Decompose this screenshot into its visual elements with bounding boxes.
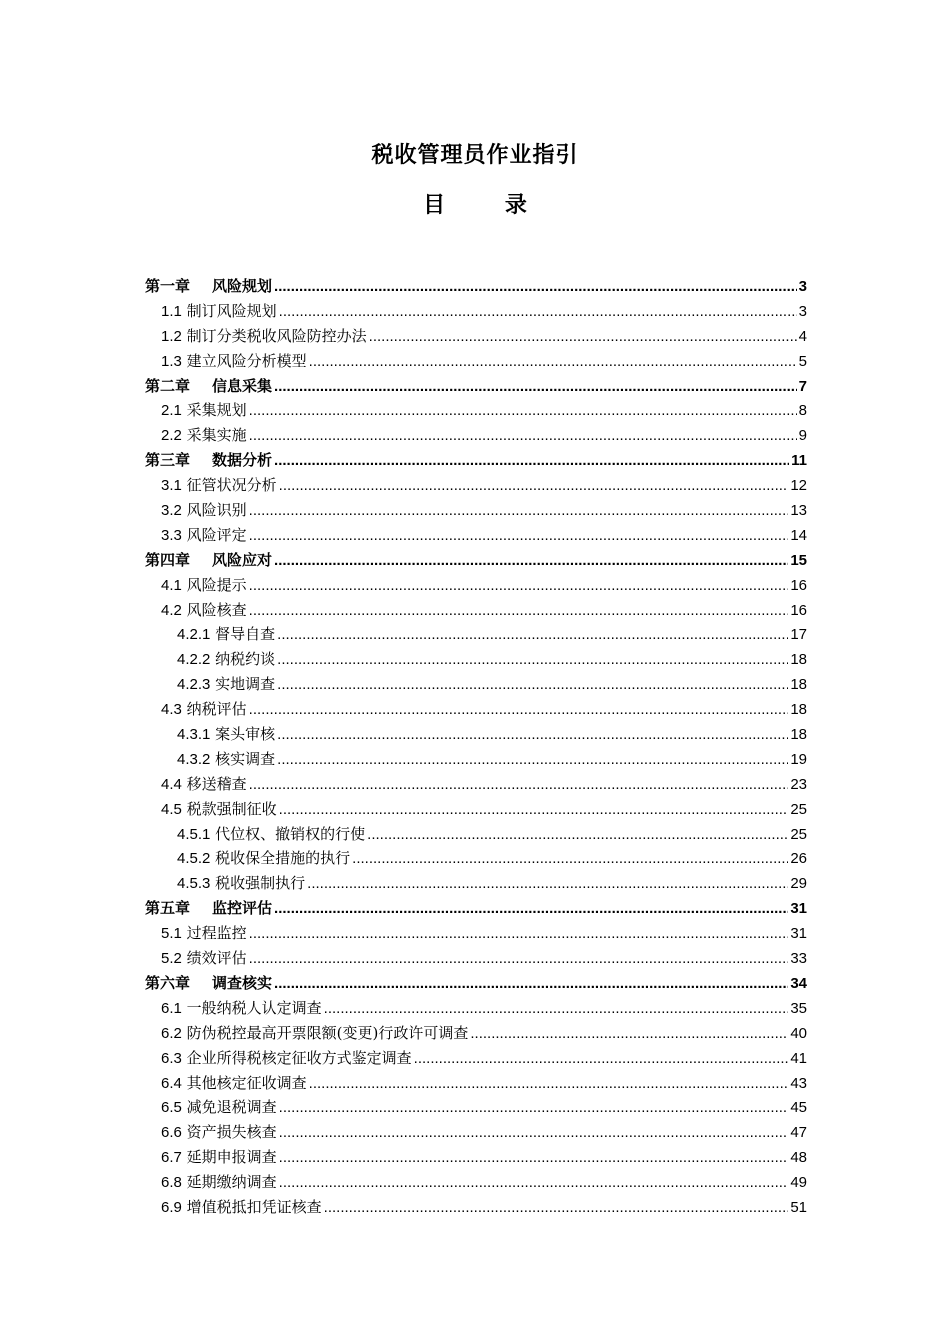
toc-page-number: 16 <box>790 576 807 594</box>
toc-entry-title <box>161 423 247 449</box>
toc-section-entry[interactable] <box>145 647 807 672</box>
toc-section-entry[interactable] <box>145 349 807 374</box>
toc-dot-leader <box>279 1171 789 1196</box>
toc-entry-label: 代位权、撤销权的行使 <box>215 824 366 843</box>
toc-chapter-entry[interactable] <box>145 374 807 399</box>
toc-entry-number: 4.5.2 <box>177 850 211 868</box>
toc-page-number: 15 <box>790 551 807 569</box>
toc-entry-title <box>161 349 307 375</box>
toc-section-entry[interactable] <box>145 498 807 523</box>
toc-section-entry[interactable] <box>145 822 807 847</box>
toc-page-number: 33 <box>790 950 807 968</box>
toc-entry-title <box>145 374 272 399</box>
toc-page-number: 14 <box>790 526 807 544</box>
toc-entry-number: 6.9 <box>161 1198 182 1216</box>
toc-page-number: 18 <box>790 651 807 669</box>
toc-entry-title <box>161 1170 277 1196</box>
toc-dot-leader <box>324 997 789 1022</box>
toc-page-number: 3 <box>798 302 807 320</box>
toc-entry-number: 4.2.3 <box>177 676 211 694</box>
toc-section-entry[interactable] <box>145 622 807 647</box>
toc-entry-title <box>161 523 247 549</box>
toc-entry-number: 5.1 <box>161 925 182 943</box>
toc-section-entry[interactable] <box>145 1046 807 1071</box>
toc-page-number: 9 <box>798 427 807 445</box>
toc-section-entry[interactable] <box>145 1195 807 1220</box>
toc-section-entry[interactable] <box>145 772 807 797</box>
toc-entry-label: 延期缴纳调查 <box>186 1173 277 1192</box>
toc-entry-title <box>161 697 247 723</box>
toc-entry-title <box>177 747 275 773</box>
toc-dot-leader <box>249 773 789 798</box>
toc-chapter-entry[interactable] <box>145 896 807 921</box>
toc-entry-number: 第一章 <box>145 277 191 295</box>
toc-entry-title <box>161 797 277 823</box>
toc-dot-leader <box>274 275 797 300</box>
toc-dot-leader <box>274 972 788 997</box>
toc-page-number: 18 <box>790 701 807 719</box>
toc-chapter-entry[interactable] <box>145 548 807 573</box>
toc-section-entry[interactable] <box>145 1120 807 1145</box>
toc-dot-leader <box>249 599 789 624</box>
toc-entry-label: 征管状况分析 <box>186 476 277 495</box>
toc-entry-label: 案头审核 <box>215 725 276 744</box>
toc-section-entry[interactable] <box>145 747 807 772</box>
toc-dot-leader <box>307 872 788 897</box>
toc-page-number: 4 <box>798 327 807 345</box>
toc-entry-number: 6.8 <box>161 1174 182 1192</box>
toc-entry-title <box>161 398 247 424</box>
toc-section-entry[interactable] <box>145 299 807 324</box>
toc-entry-number: 第六章 <box>145 973 191 992</box>
toc-section-entry[interactable] <box>145 1145 807 1170</box>
toc-entry-title <box>161 299 277 325</box>
toc-dot-leader <box>470 1022 788 1047</box>
toc-page-number: 40 <box>790 1024 807 1042</box>
toc-dot-leader <box>367 823 788 848</box>
toc-entry-number: 4.2.2 <box>177 651 211 669</box>
toc-page-number: 25 <box>790 825 807 843</box>
toc-entry-label: 风险识别 <box>186 501 247 520</box>
toc-entry-title <box>161 1145 277 1171</box>
toc-entry-label: 信息采集 <box>212 376 273 395</box>
document-title: 税收管理员作业指引 <box>371 142 579 168</box>
toc-page-number: 5 <box>798 352 807 370</box>
toc-page-number: 35 <box>790 999 807 1017</box>
toc-page-number: 48 <box>790 1149 807 1167</box>
toc-entry-number: 4.2.1 <box>177 626 211 644</box>
toc-page-number: 43 <box>790 1074 807 1092</box>
toc-page-number: 31 <box>790 900 807 918</box>
toc-dot-leader <box>279 300 797 325</box>
toc-entry-title <box>161 1120 277 1146</box>
toc-dot-leader <box>277 648 788 673</box>
toc-section-entry[interactable] <box>145 921 807 946</box>
toc-entry-label: 其他核定征收调查 <box>186 1073 307 1092</box>
toc-entry-label: 制订分类税收风险防控办法 <box>186 326 367 345</box>
toc-entry-label: 延期申报调查 <box>186 1148 277 1167</box>
toc-page-number: 34 <box>790 974 807 992</box>
toc-page-number: 29 <box>790 875 807 893</box>
toc-entry-number: 2.1 <box>161 402 182 420</box>
toc-page-number: 18 <box>790 726 807 744</box>
toc-entry-number: 4.5 <box>161 800 182 818</box>
toc-page-number: 19 <box>790 750 807 768</box>
toc-dot-leader <box>249 424 797 449</box>
toc-dot-leader <box>274 897 788 922</box>
toc-entry-label: 纳税评估 <box>186 700 247 719</box>
toc-page-number: 3 <box>798 278 807 295</box>
toc-dot-leader <box>369 325 797 350</box>
toc-entry-title <box>145 448 272 473</box>
toc-entry-label: 调查核实 <box>212 973 273 992</box>
toc-entry-label: 督导自查 <box>215 625 276 644</box>
toc-entry-label: 纳税约谈 <box>215 650 276 669</box>
toc-entry-label: 数据分析 <box>212 451 273 470</box>
toc-entry-number: 1.2 <box>161 327 182 345</box>
toc-entry-number: 6.3 <box>161 1049 182 1067</box>
toc-entry-number: 4.5.1 <box>177 825 211 843</box>
toc-dot-leader <box>279 798 789 823</box>
toc-section-entry[interactable] <box>145 573 807 598</box>
toc-section-entry[interactable] <box>145 672 807 697</box>
toc-dot-leader <box>249 922 789 947</box>
toc-page-number: 8 <box>798 402 807 420</box>
toc-entry-number: 6.2 <box>161 1024 182 1042</box>
toc-entry-label: 风险提示 <box>186 575 247 594</box>
toc-section-entry[interactable] <box>145 1021 807 1046</box>
toc-entry-title <box>161 946 247 972</box>
toc-entry-label: 增值税抵扣凭证核查 <box>186 1197 322 1216</box>
toc-chapter-entry[interactable] <box>145 448 807 473</box>
toc-entry-title <box>161 1095 277 1121</box>
toc-dot-leader <box>274 375 797 400</box>
toc-entry-number: 4.3.1 <box>177 726 211 744</box>
toc-dot-leader <box>279 1146 789 1171</box>
toc-entry-label: 移送稽查 <box>186 774 247 793</box>
toc-entry-number: 第四章 <box>145 550 191 569</box>
toc-entry-title <box>161 1071 307 1097</box>
toc-entry-number: 5.2 <box>161 950 182 968</box>
toc-entry-number: 4.3 <box>161 701 182 719</box>
toc-entry-label: 核实调查 <box>215 749 276 768</box>
toc-dot-leader <box>414 1047 789 1072</box>
toc-page-number: 17 <box>790 626 807 644</box>
toc-page-number: 31 <box>790 925 807 943</box>
toc-page-number: 51 <box>790 1198 807 1216</box>
toc-dot-leader <box>324 1196 789 1221</box>
toc-entry-label: 一般纳税人认定调查 <box>186 998 322 1017</box>
toc-entry-number: 6.6 <box>161 1124 182 1142</box>
toc-heading: 目 录 <box>423 192 553 218</box>
toc-page-number: 25 <box>790 800 807 818</box>
toc-dot-leader <box>249 698 789 723</box>
toc-dot-leader <box>352 847 788 872</box>
toc-section-entry[interactable] <box>145 996 807 1021</box>
toc-section-entry[interactable] <box>145 398 807 423</box>
toc-entry-number: 3.1 <box>161 477 182 495</box>
toc-dot-leader <box>279 1121 789 1146</box>
toc-entry-title <box>161 473 277 499</box>
toc-entry-label: 防伪税控最高开票限额(变更)行政许可调查 <box>186 1023 469 1042</box>
toc-entry-title <box>161 996 322 1022</box>
toc-section-entry[interactable] <box>145 722 807 747</box>
toc-entry-title <box>161 324 367 350</box>
toc-page-number: 49 <box>790 1174 807 1192</box>
toc-section-entry[interactable] <box>145 1170 807 1195</box>
toc-entry-title <box>177 846 350 872</box>
toc-dot-leader <box>279 1096 789 1121</box>
toc-entry-label: 风险应对 <box>212 550 273 569</box>
toc-entry-label: 风险核查 <box>186 600 247 619</box>
toc-entry-title <box>161 498 247 524</box>
toc-entry-label: 采集实施 <box>186 426 247 445</box>
toc-entry-label: 风险评定 <box>186 525 247 544</box>
toc-entry-number: 1.3 <box>161 352 182 370</box>
toc-chapter-entry[interactable] <box>145 971 807 996</box>
toc-entry-label: 资产损失核查 <box>186 1123 277 1142</box>
toc-dot-leader <box>309 350 797 375</box>
toc-page-number: 41 <box>790 1049 807 1067</box>
toc-page-number: 7 <box>798 377 807 395</box>
toc-entry-number: 4.5.3 <box>177 875 211 893</box>
toc-entry-title <box>161 1046 412 1072</box>
toc-entry-title <box>177 672 275 698</box>
toc-dot-leader <box>279 474 789 499</box>
toc-section-entry[interactable] <box>145 1071 807 1096</box>
toc-page-number: 47 <box>790 1124 807 1142</box>
toc-section-entry[interactable] <box>145 846 807 871</box>
toc-entry-number: 4.4 <box>161 775 182 793</box>
toc-entry-label: 税收强制执行 <box>215 874 306 893</box>
toc-entry-number: 1.1 <box>161 302 182 320</box>
toc-dot-leader <box>277 623 788 648</box>
toc-entry-title <box>177 722 275 748</box>
toc-dot-leader <box>274 449 789 474</box>
toc-section-entry[interactable] <box>145 598 807 623</box>
toc-entry-number: 第五章 <box>145 899 191 918</box>
toc-dot-leader <box>309 1072 789 1097</box>
toc-entry-label: 过程监控 <box>186 924 247 943</box>
toc-dot-leader <box>277 723 788 748</box>
toc-section-entry[interactable] <box>145 523 807 548</box>
toc-entry-label: 采集规划 <box>186 401 247 420</box>
toc-entry-number: 4.1 <box>161 576 182 594</box>
toc-entry-title <box>177 622 275 648</box>
toc-entry-title <box>161 921 247 947</box>
toc-entry-number: 第二章 <box>145 376 191 395</box>
toc-entry-number: 6.1 <box>161 999 182 1017</box>
toc-section-entry[interactable] <box>145 871 807 896</box>
toc-entry-title <box>145 971 272 996</box>
toc-page-number: 11 <box>791 452 807 470</box>
toc-dot-leader <box>277 673 788 698</box>
toc-dot-leader <box>274 549 788 574</box>
toc-entry-title <box>161 1195 322 1221</box>
toc-entry-label: 企业所得税核定征收方式鉴定调查 <box>186 1048 412 1067</box>
toc-entry-label: 建立风险分析模型 <box>186 351 307 370</box>
toc-entry-title <box>145 896 272 921</box>
toc-page-number: 45 <box>790 1099 807 1117</box>
toc-section-entry[interactable] <box>145 324 807 349</box>
toc-section-entry[interactable] <box>145 797 807 822</box>
toc-page-number: 12 <box>790 477 807 495</box>
toc-dot-leader <box>249 574 789 599</box>
toc-entry-label: 税收保全措施的执行 <box>215 849 351 868</box>
table-of-contents <box>145 274 807 1220</box>
toc-entry-number: 4.2 <box>161 601 182 619</box>
toc-page-number: 18 <box>790 676 807 694</box>
toc-entry-title <box>177 871 305 897</box>
toc-entry-number: 3.3 <box>161 526 182 544</box>
toc-entry-label: 减免退税调查 <box>186 1098 277 1117</box>
toc-entry-title <box>145 274 272 299</box>
toc-entry-label: 绩效评估 <box>186 949 247 968</box>
toc-entry-title <box>145 548 272 573</box>
toc-entry-number: 4.3.2 <box>177 750 211 768</box>
toc-entry-title <box>161 1021 468 1047</box>
toc-dot-leader <box>249 399 797 424</box>
toc-entry-title <box>161 598 247 624</box>
toc-entry-title <box>161 573 247 599</box>
toc-entry-number: 3.2 <box>161 502 182 520</box>
toc-chapter-entry[interactable] <box>145 274 807 299</box>
toc-page-number: 23 <box>790 775 807 793</box>
toc-page-number: 26 <box>790 850 807 868</box>
toc-section-entry[interactable] <box>145 946 807 971</box>
toc-section-entry[interactable] <box>145 423 807 448</box>
toc-entry-number: 第三章 <box>145 451 191 470</box>
toc-dot-leader <box>277 748 788 773</box>
toc-entry-label: 实地调查 <box>215 675 276 694</box>
toc-section-entry[interactable] <box>145 1095 807 1120</box>
toc-entry-label: 风险规划 <box>212 277 273 295</box>
toc-entry-number: 6.5 <box>161 1099 182 1117</box>
toc-entry-number: 6.7 <box>161 1149 182 1167</box>
toc-dot-leader <box>249 524 789 549</box>
toc-entry-label: 制订风险规划 <box>186 301 277 320</box>
toc-entry-label: 监控评估 <box>212 899 273 918</box>
toc-dot-leader <box>249 947 789 972</box>
toc-entry-number: 6.4 <box>161 1074 182 1092</box>
toc-entry-number: 2.2 <box>161 427 182 445</box>
toc-page-number: 16 <box>790 601 807 619</box>
toc-dot-leader <box>249 499 789 524</box>
toc-entry-title <box>177 822 365 848</box>
toc-section-entry[interactable] <box>145 473 807 498</box>
toc-entry-label: 税款强制征收 <box>186 799 277 818</box>
toc-section-entry[interactable] <box>145 697 807 722</box>
toc-page-number: 13 <box>790 502 807 520</box>
toc-entry-title <box>161 772 247 798</box>
toc-entry-title <box>177 647 275 673</box>
